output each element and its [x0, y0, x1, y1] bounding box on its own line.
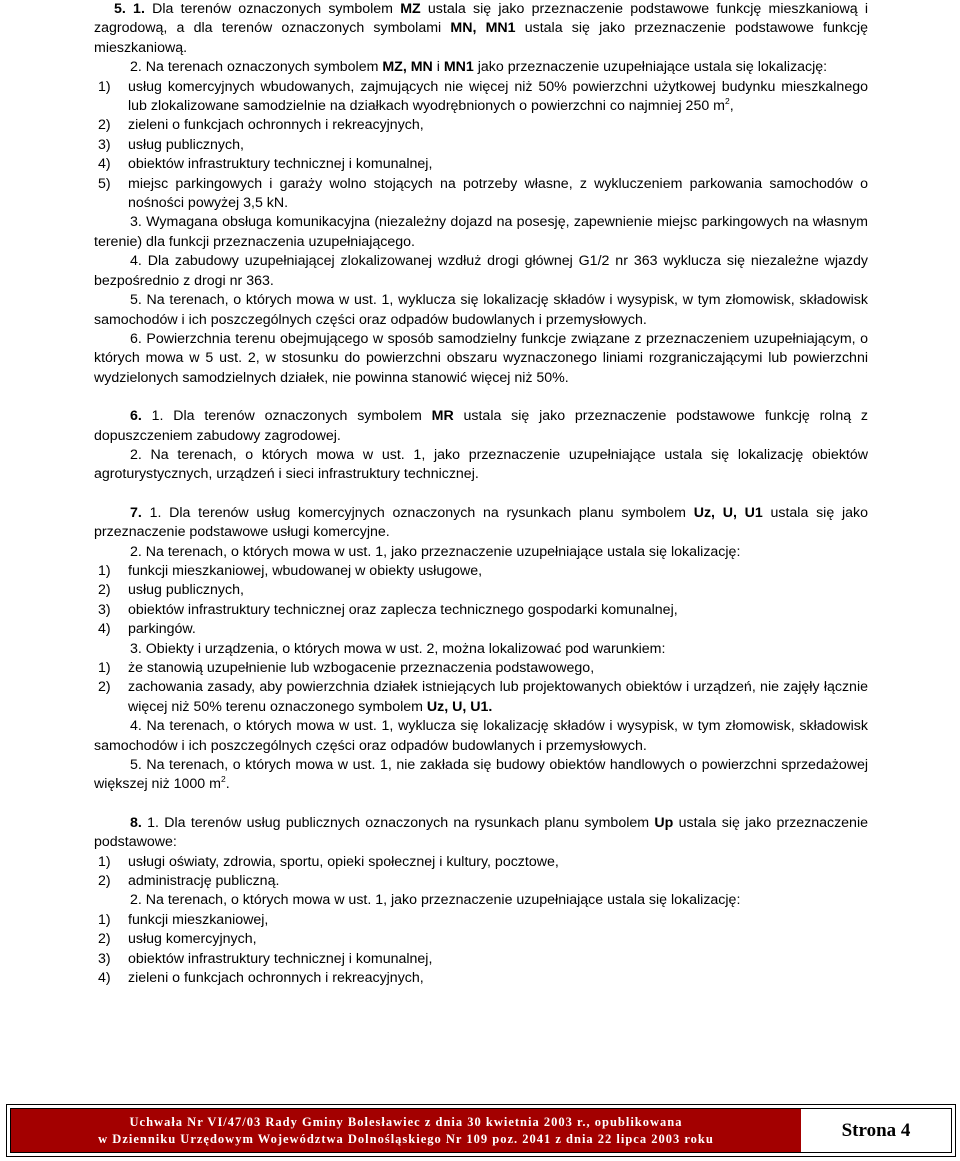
- list-item: 3) usług publicznych,: [98, 136, 244, 153]
- s5-paragraph-4: 4. Dla zabudowy uzupełniającej zlokalizowanej wzdłuż drogi głównej G1/2 nr 363 wyklucza się niezależne wjazdy bezpośrednio z drogi nr 363.: [94, 253, 868, 289]
- list-item: 4) zieleni o funkcjach ochronnych i rekreacyjnych,: [98, 970, 424, 987]
- s7-number: 7.: [130, 504, 142, 521]
- list-item: 2) usług komercyjnych,: [98, 931, 257, 948]
- publication-line-2: w Dzienniku Urzędowym Województwa Dolnośląskiego Nr 109 poz. 2041 z dnia 22 lipca 2003 roku: [98, 1131, 714, 1146]
- s8-paragraph-1: 8. 1. Dla terenów usług publicznych oznaczonych na rysunkach planu symbolem Up ustala się jako przeznaczenie podstawowe:: [94, 814, 868, 851]
- page-number: Strona 4: [841, 1119, 911, 1141]
- s7-paragraph-5: 5. Na terenach, o których mowa w ust. 1, nie zakłada się budowy obiektów handlowych o powierzchni sprzedażowej większej niż 1000 $m^2$.: [94, 757, 868, 793]
- s5-paragraph-3: 3. Wymagana obsługa komunikacyjna (niezależny dojazd na posesję, zapewnienie miejsc parkingowych na własnym terenie) dla funkcji przeznaczenia uzupełniającego.: [94, 214, 868, 250]
- s8-number: 8.: [130, 814, 142, 831]
- s8-paragraph-2: 2. Na terenach, o których mowa w ust. 1, jako przeznaczenie uzupełniające ustala się lokalizację:: [130, 892, 741, 909]
- s5-paragraph-5: 5. Na terenach, o których mowa w ust. 1, wyklucza się lokalizację składów i wysypisk, w tym złomowisk, składowisk samochodów i ich poszczególnych części oraz odpadów budowlanych i przemysłowych.: [94, 292, 868, 328]
- list-item: 1) usług komercyjnych wbudowanych, zajmujących nie więcej niż 50% powierzchni użytkowej budynku mieszkalnego lub zlokalizowane samodzielnie na działkach wyodrębnionych o powierzchni co najmniej 250 $m^2$,: [98, 78, 868, 115]
- list-item: 2) zachowania zasady, aby powierzchnia działek istniejących lub projektowanych obiektów i urządzeń, nie zajęły łącznie więcej niż 50% terenu oznaczonego symbolem Uz, U, U1.: [98, 679, 868, 715]
- list-item: 4) parkingów.: [98, 621, 196, 638]
- s5-paragraph-2: 2. Na terenach oznaczonych symbolem MZ, MN i MN1 jako przeznaczenie uzupełniające ustala się lokalizację:: [130, 59, 828, 76]
- s5-number: 5. 1.: [114, 1, 145, 17]
- document-body: [94, 0, 868, 989]
- s6-paragraph-2: 2. Na terenach, o których mowa w ust. 1, jako przeznaczenie uzupełniające ustala się lokalizację obiektów agroturystycznych, urządzeń i sieci infrastruktury technicznej.: [94, 446, 868, 483]
- list-item: 4) obiektów infrastruktury technicznej i komunalnej,: [98, 156, 433, 173]
- publication-band: [11, 1109, 801, 1152]
- s7-paragraph-1: 7. 1. Dla terenów usług komercyjnych oznaczonych na rysunkach planu symbolem Uz, U, U1 ustala się jako przeznaczenie podstawowe usługi komercyjne.: [94, 504, 868, 541]
- list-item: 3) obiektów infrastruktury technicznej oraz zaplecza technicznego gospodarki komunalnej,: [98, 601, 678, 618]
- s7-paragraph-3: 3. Obiekty i urządzenia, o których mowa w ust. 2, można lokalizować pod warunkiem:: [130, 640, 666, 657]
- page-footer: [6, 1104, 956, 1157]
- list-item: 2) zieleni o funkcjach ochronnych i rekreacyjnych,: [98, 117, 424, 134]
- list-item: 1) usługi oświaty, zdrowia, sportu, opieki społecznej i kultury, pocztowe,: [98, 853, 559, 870]
- list-item: 3) obiektów infrastruktury technicznej i komunalnej,: [98, 950, 433, 967]
- list-item: 5) miejsc parkingowych i garaży wolno stojących na potrzeby własne, z wykluczeniem parkowania samochodów o nośności powyżej 3,5 kN.: [98, 175, 868, 212]
- publication-line-1: Uchwała Nr VI/47/03 Rady Gminy Bolesławiec z dnia 30 kwietnia 2003 r., opublikowana: [129, 1114, 683, 1129]
- s6-number: 6.: [130, 408, 142, 425]
- s5-paragraph-1: 5. 1. Dla terenów oznaczonych symbolem MZ ustala się jako przeznaczenie podstawowe funkcję mieszkaniową i zagrodową, a dla terenów oznaczonych symbolami MN, MN1 ustala się jako przeznaczenie podstawowe funkcję mieszkaniową.: [94, 1, 869, 56]
- list-item: 1) że stanowią uzupełnienie lub wzbogacenie przeznaczenia podstawowego,: [98, 660, 595, 676]
- s5-paragraph-6: 6. Powierzchnia terenu obejmującego w sposób samodzielny funkcje związane z przeznaczeniem uzupełniającym, o których mowa w 5 ust. 2, w stosunku do powierzchni obszaru wyznaczonego liniami rozgraniczającymi lub powierzchni wydzielonych samodzielnych działek, nie powinna stanowić więcej niż 50%.: [94, 330, 868, 386]
- list-item: 2) administrację publiczną.: [98, 873, 280, 890]
- s6-paragraph-1: 6. 1. Dla terenów oznaczonych symbolem MR ustala się jako przeznaczenie podstawowe funkcję rolną z dopuszczeniem zabudowy zagrodowej.: [94, 408, 868, 444]
- list-item: 1) funkcji mieszkaniowej,: [98, 911, 269, 928]
- list-item: 2) usług publicznych,: [98, 582, 244, 599]
- s7-paragraph-2: 2. Na terenach, o których mowa w ust. 1, jako przeznaczenie uzupełniające ustala się lokalizację:: [130, 543, 741, 560]
- list-item: 1) funkcji mieszkaniowej, wbudowanej w obiekty usługowe,: [98, 562, 483, 579]
- s7-paragraph-4: 4. Na terenach, o których mowa w ust. 1, wyklucza się lokalizację składów i wysypisk, w tym złomowisk, składowisk samochodów i ich poszczególnych części oraz odpadów budowlanych i przemysłowych.: [94, 718, 868, 754]
